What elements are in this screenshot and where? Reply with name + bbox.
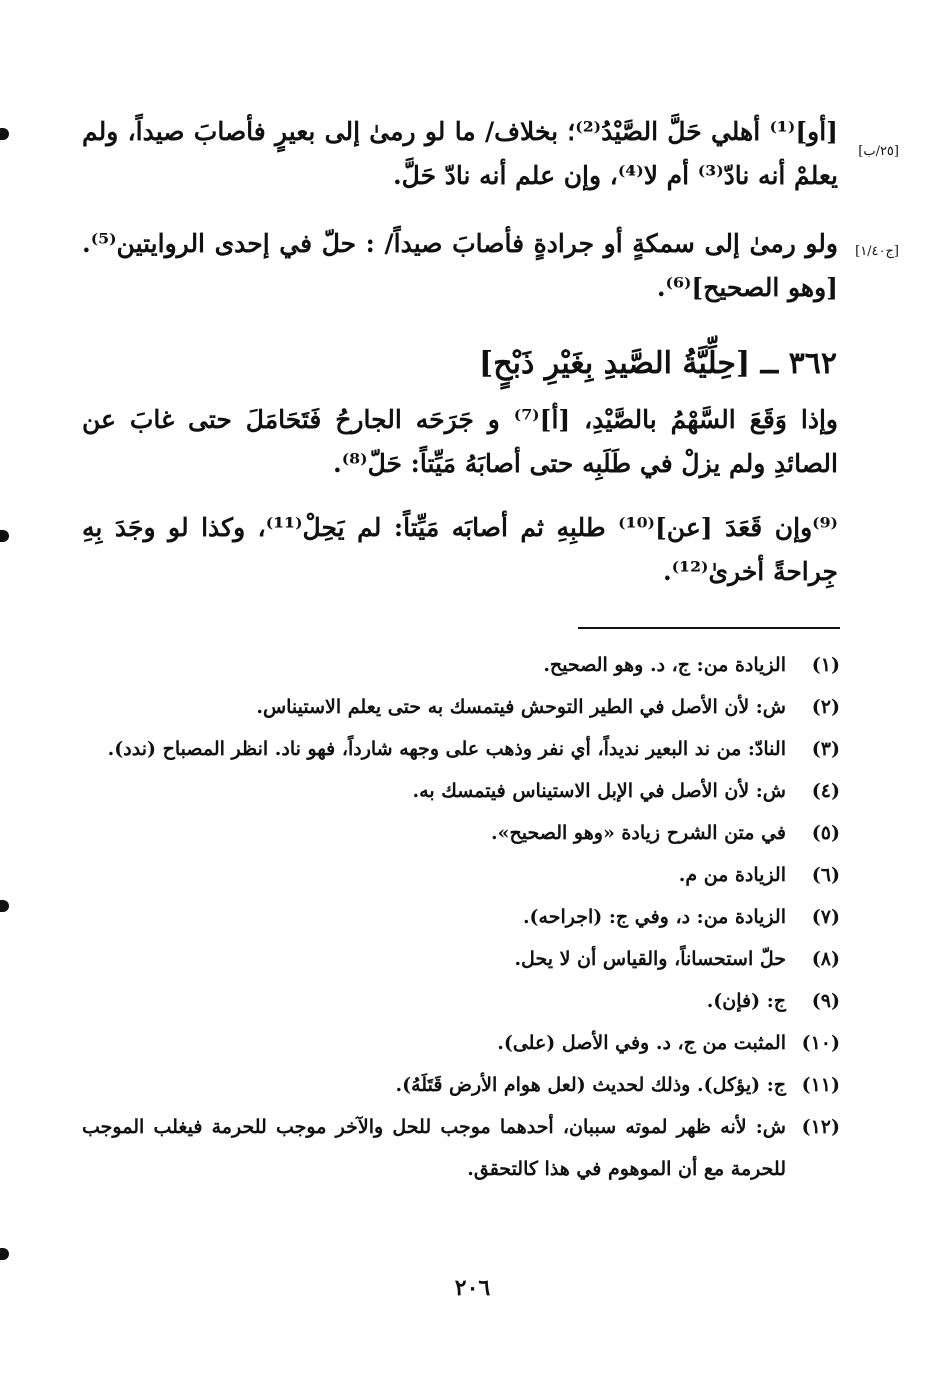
footnote-number: (٦) [811, 864, 840, 886]
scan-edge-mark [0, 128, 9, 140]
footnote-text: حلّ استحساناً، والقياس أن لا يحل. [514, 948, 786, 970]
footnote [82, 896, 840, 938]
footnote-number: (١١) [801, 1074, 840, 1096]
footnote-number: (٥) [811, 822, 840, 844]
footnote-number: (٨) [811, 948, 840, 970]
footnote-number: (٣) [811, 738, 840, 760]
footnote [82, 728, 840, 770]
footnote-text: في متن الشرح زيادة «وهو الصحيح». [491, 822, 786, 844]
footnote-text: ج: (فإن). [706, 990, 786, 1012]
footnote-number: (١٢) [801, 1116, 840, 1138]
footnote-number: (٩) [811, 990, 840, 1012]
paragraph: ⁽⁹⁾وإن قَعَدَ [عن]⁽¹⁰⁾ طلبِهِ ثم أصابَه مَيِّتاً: لم يَحِلْ⁽¹¹⁾، وكذا لو وجَدَ بِهِ جِراحةً أخرىٰ⁽¹²⁾. [82, 513, 838, 586]
footnote-number: (١٠) [801, 1032, 840, 1054]
footnote-number: (٢) [811, 696, 840, 718]
footnote [82, 644, 840, 686]
paragraph: ولو رمىٰ إلى سمكةٍ أو جرادةٍ فأصابَ صيداً/ : حلّ في إحدى الروايتين⁽⁵⁾. [وهو الصحيح]⁽⁶⁾. [82, 229, 838, 302]
paragraph: وإذا وَقَعَ السَّهْمُ بالصَّيْدِ، [أ]⁽⁷⁾ و جَرَحَه الجارحُ فَتَحَامَلَ حتى غابَ عن الصائدِ ولم يزلْ في طَلَبِه حتى أصابَهُ مَيِّتاً: حَلّ⁽⁸⁾. [82, 405, 838, 478]
footnote [82, 770, 840, 812]
paragraph: [أو]⁽¹⁾ أهلي حَلَّ الصَّيْدُ⁽²⁾؛ بخلاف/ ما لو رمىٰ إلى بعيرٍ فأصابَ صيداً، ولم يعلمْ أنه نادّ⁽³⁾ أم لا⁽⁴⁾، وإن علم أنه نادّ حَلَّ. [82, 117, 838, 190]
footnote [82, 854, 840, 896]
footnotes [82, 644, 840, 1190]
footnote-text: ش: لأن الأصل في الإبل الاستيناس فيتمسك به. [412, 780, 786, 802]
footnote-separator [578, 627, 840, 629]
footnote-text: الزيادة من م. [678, 864, 786, 886]
footnote [82, 938, 840, 980]
footnote-text: ج: (يؤكل). وذلك لحديث (لعل هوام الأرض قَتَلَهُ). [395, 1074, 786, 1096]
footnote [82, 1064, 840, 1106]
footnote-text: المثبت من ج، د. وفي الأصل (على). [497, 1032, 786, 1054]
section-heading: ٣٦٢ ــ [حِلِّيَّةُ الصَّيدِ بِغَيْرِ ذَبْحٍ] [479, 346, 837, 381]
footnote [82, 1106, 840, 1190]
footnote [82, 1022, 840, 1064]
footnote-text: النادّ: من ند البعير نديداً، أي نفر وذهب على وجهه شارداً، فهو ناد. انظر المصباح (ندد). [107, 738, 786, 760]
footnote-text: الزيادة من: ج، د. وهو الصحيح. [543, 654, 786, 676]
footnote-text: ش: لأن الأصل في الطير التوحش فيتمسك به حتى يعلم الاستيناس. [256, 696, 786, 718]
margin-note-folio: [٢٥/ب] [858, 144, 899, 159]
footnote-number: (٧) [811, 906, 840, 928]
scan-edge-mark [0, 1248, 9, 1260]
footnote [82, 686, 840, 728]
margin-note-folio: [ج١/٤٠] [855, 244, 899, 259]
page-number: ٢٠٦ [454, 1275, 491, 1301]
scan-edge-mark [0, 530, 9, 542]
footnote-text: ش: لأنه ظهر لموته سببان، أحدهما موجب للحل والآخر موجب للحرمة فيغلب الموجب للحرمة مع أن الموهوم في هذا كالتحقق. [82, 1116, 786, 1180]
footnote-text: الزيادة من: د، وفي ج: (اجراحه). [522, 906, 786, 928]
scan-edge-mark [0, 900, 9, 912]
footnote [82, 812, 840, 854]
footnote [82, 980, 840, 1022]
footnote-number: (١) [811, 654, 840, 676]
footnote-number: (٤) [811, 780, 840, 802]
